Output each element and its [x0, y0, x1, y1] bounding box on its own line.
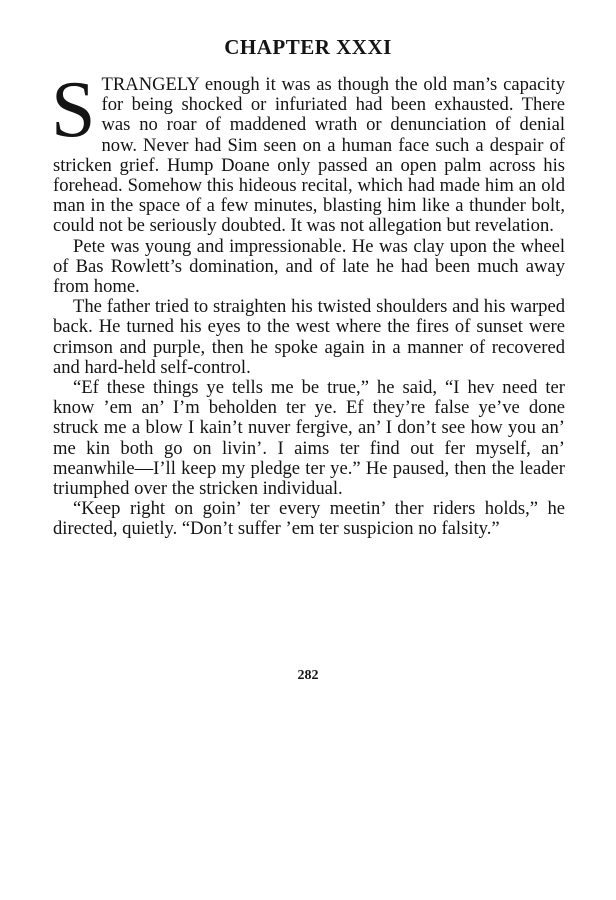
paragraph-4: “Ef these things ye tells me be true,” he said, “I hev need ter know ’em an’ I’m beholden ter ye. Ef they’re false ye’ve done struck me a blow I kain’t nuver fergive, an’ I don’t see how you an’ me kin both go on livin’. I aims ter find out fer myself, an’ meanwhile—I’ll keep my pledge ter ye.” He paused, then the leader triumphed over the stricken individual.	[53, 377, 565, 500]
paragraph-2: Pete was young and impressionable. He was clay upon the wheel of Bas Rowlett’s domination, and of late he had been much away from home.	[53, 235, 565, 298]
paragraph-5: “Keep right on goin’ ter every meetin’ ther riders holds,” he directed, quietly. “Don’t suffer ’em ter suspicion no falsity.”	[53, 498, 565, 540]
page-number: 282	[297, 668, 319, 683]
paragraph-1-text: TRANGELY enough it was as though the old man’s capacity for being shocked or infuriated had been exhausted. There was no roar of maddened wrath or denunciation of denial now. Never had Sim seen on a human face such a despair of stricken grief. Hump Doane only passed an open palm across his forehead. Somehow this hideous recital, which had made him an old man in the space of a few minutes, blasting him like a thunder bolt, could not be seriously doubted. It was not allegation but revelation.	[53, 74, 565, 237]
chapter-heading: CHAPTER XXXI	[224, 35, 392, 59]
paragraph-3: The father tried to straighten his twisted shoulders and his warped back. He turned his eyes to the west where the fires of sunset were crimson and purple, then he spoke again in a manner of recovered and hard-held self-control.	[53, 296, 565, 378]
chapter-body	[51, 66, 565, 540]
paragraph-1	[51, 66, 565, 237]
drop-cap-letter: S	[51, 66, 96, 154]
